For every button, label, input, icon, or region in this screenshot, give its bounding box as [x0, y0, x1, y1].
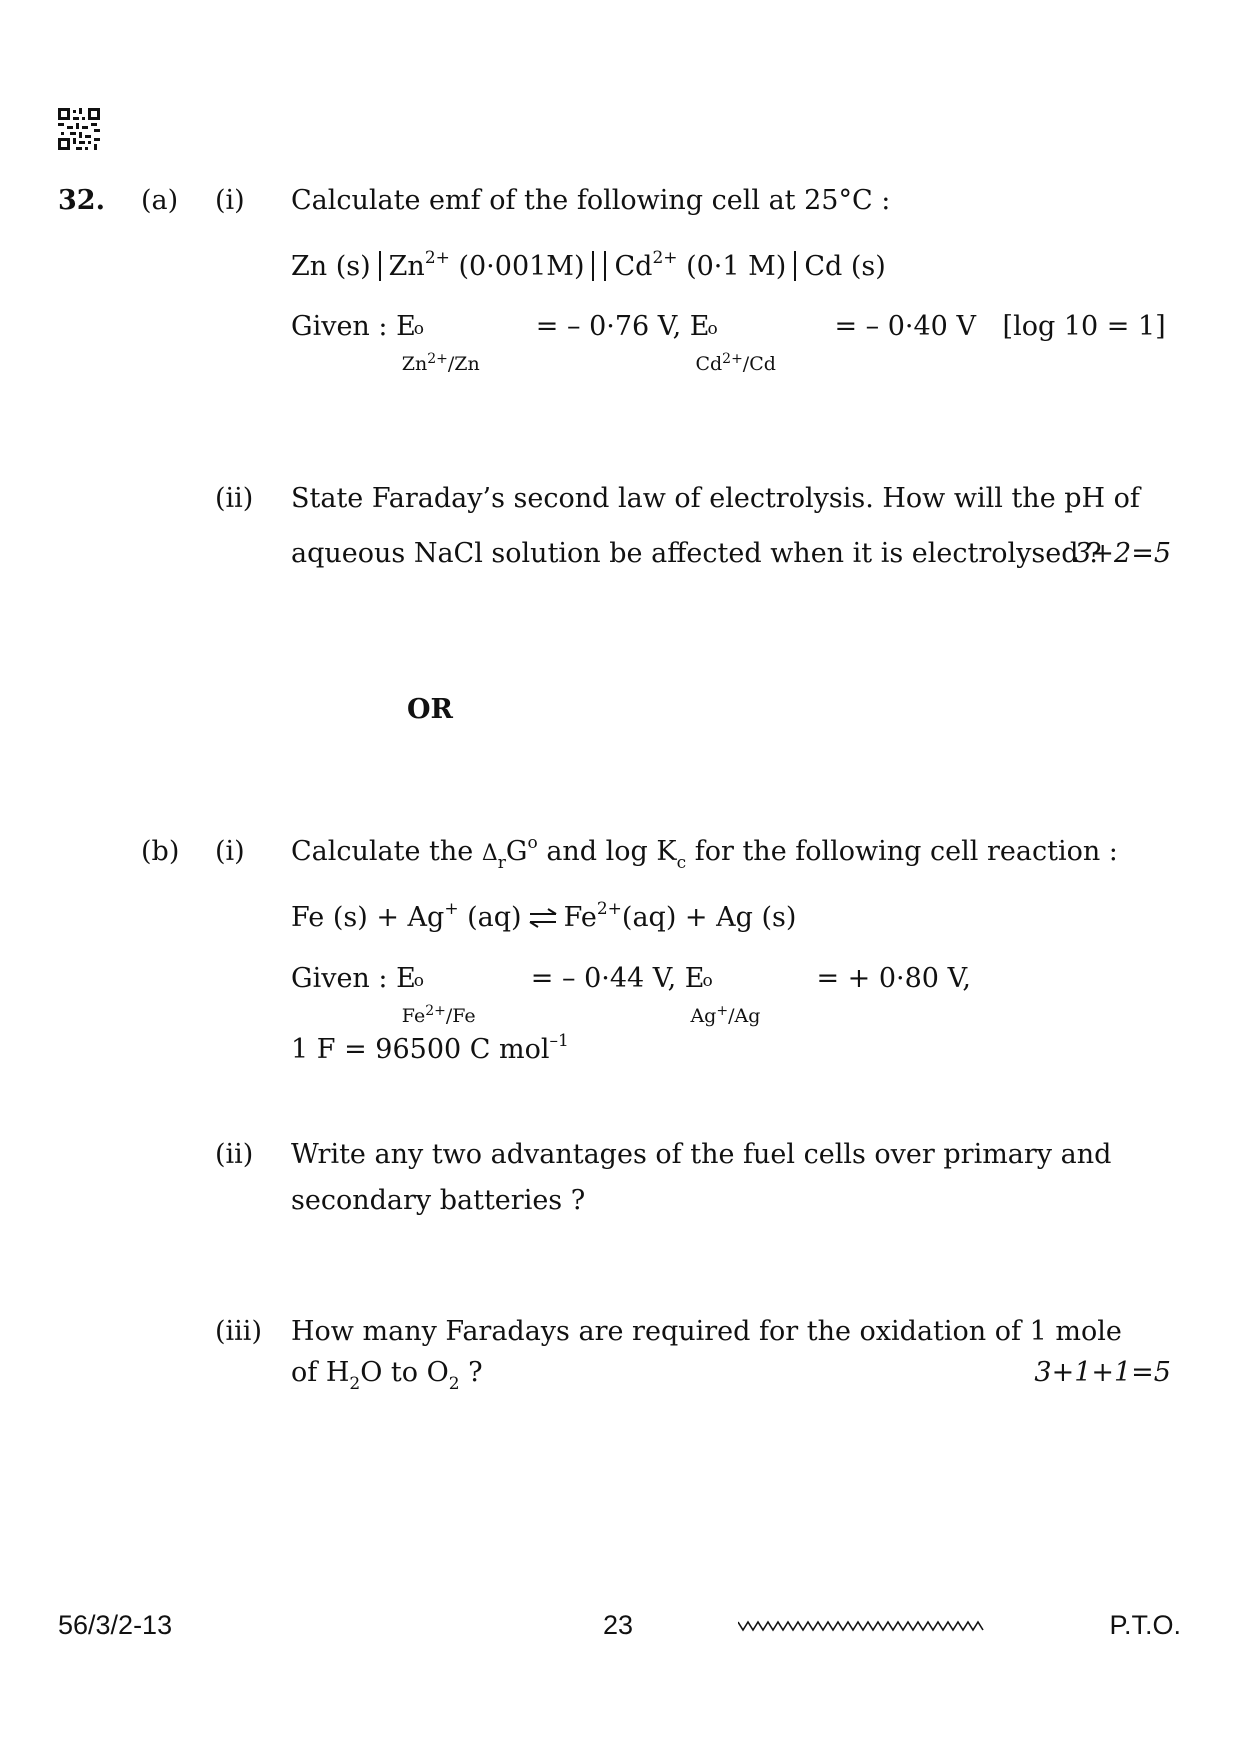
given-potentials-a: Given : E o $Zn^{2+}/Zn$ = – 0·76 V, E o $Cd^{2+}/Cd$ = – 0·40 V [log 10 = 1]	[291, 311, 1166, 375]
cell-notation	[291, 250, 886, 287]
part-b-iii-label: (iii)	[215, 1316, 262, 1347]
wavy-line-decoration	[738, 1616, 988, 1634]
ag-potential-value: = + 0·80 V,	[816, 963, 971, 994]
part-b-i-prompt: Calculate the $\Delta_rG^o$ and $\log K_c$ for the following cell reaction :	[291, 833, 1118, 873]
qr-code-icon	[58, 108, 100, 150]
zn-potential-value: = – 0·76 V, E	[535, 311, 710, 342]
part-b-iii-line1: How many Faradays are required for the oxidation of 1 mole	[291, 1316, 1122, 1347]
zn-charge: 2+	[424, 248, 450, 268]
cd-ion: Cd	[614, 251, 653, 282]
equilibrium-arrow-icon	[528, 908, 558, 928]
phase-boundary	[794, 251, 796, 281]
paper-code: 56/3/2-13	[58, 1610, 173, 1640]
part-a-label: (a)	[141, 185, 179, 216]
part-a-i-label: (i)	[215, 185, 245, 216]
cd-charge: 2+	[652, 248, 678, 268]
part-a-ii-label: (ii)	[215, 483, 254, 514]
part-b-ii-label: (ii)	[215, 1139, 254, 1170]
given-potentials-b: Given : E o $Fe^{2+}/Fe$ = – 0·44 V, E o Ag+/Ag = + 0·80 V,	[291, 963, 971, 1027]
fe-potential-value: = – 0·44 V, E	[530, 963, 705, 994]
question-number: 32.	[58, 185, 105, 216]
phase-boundary	[379, 251, 381, 281]
part-b-ii-line2: secondary batteries ?	[291, 1185, 586, 1216]
part-a-i-prompt: Calculate emf of the following cell at 25°C :	[291, 185, 891, 216]
delta-symbol: Δ	[481, 841, 498, 866]
part-a-ii-line1: State Faraday’s second law of electrolysis. How will the pH of	[291, 483, 1140, 514]
zn-concentration: (0·001M)	[458, 251, 585, 282]
given-label: Given : E	[291, 963, 416, 994]
part-a-marks: 3+2=5	[1074, 538, 1171, 569]
zn-solid: Zn (s)	[291, 251, 371, 282]
given-label: Given : E	[291, 311, 416, 342]
or-divider: OR	[407, 694, 453, 725]
part-a-ii-line2: aqueous NaCl solution be affected when it is electrolysed ?	[291, 538, 1102, 569]
part-b-ii-line1: Write any two advantages of the fuel cells over primary and	[291, 1139, 1112, 1170]
cd-potential-value: = – 0·40 V	[834, 311, 976, 342]
log-hint: [log 10 = 1]	[1002, 311, 1166, 342]
part-b-marks: 3+1+1=5	[1034, 1357, 1171, 1388]
part-b-i-label: (i)	[215, 836, 245, 867]
faraday-constant: 1 F = 96500 C mol$^{-1}$	[291, 1031, 569, 1065]
part-b-iii-line2: of $H_2O$ to $O_2$ ?	[291, 1357, 483, 1394]
salt-bridge-left	[592, 251, 594, 281]
page-number: 23	[603, 1610, 634, 1640]
cd-solid: Cd (s)	[804, 251, 886, 282]
zn-ion: Zn	[388, 251, 425, 282]
cell-reaction: Fe (s) + Ag+ (aq) $Fe^{2+}(aq) + Ag$ (s)	[291, 899, 797, 933]
salt-bridge-right	[604, 251, 606, 281]
part-b-label: (b)	[141, 836, 180, 867]
pto-label: P.T.O.	[1109, 1610, 1181, 1640]
cd-concentration: (0·1 M)	[686, 251, 787, 282]
